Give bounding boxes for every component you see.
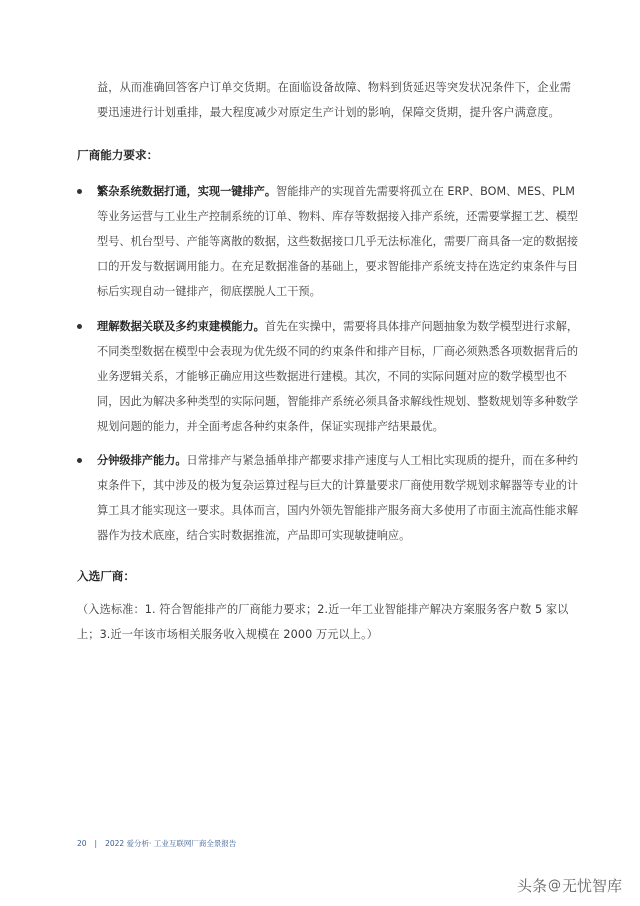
requirements-heading: 厂商能力要求： xyxy=(77,148,159,162)
bullet-item xyxy=(77,448,583,548)
bullet-body: 日常排产与紧急插单排产都要求排产速度与人工相比实现质的提升，而在多种约束条件下，其中涉及的极为复杂运算过程与巨大的计算量要求厂商使用数学规划求解器等专业的计算工具才能实现这一要求。具体而言，国内外领先智能排产服务商大多使用了市面主流高性能求解器作为技术底座，结合实时数据推流，产品即可实现敏捷响应。 xyxy=(97,454,579,542)
bullet-text xyxy=(97,314,583,439)
bullet-lead: 理解数据关联及多约束建模能力。 xyxy=(97,320,265,333)
page-number: 20 xyxy=(77,839,87,848)
bullet-dot-icon xyxy=(77,189,82,194)
bullet-text xyxy=(97,448,583,548)
watermark xyxy=(517,875,622,896)
footer-separator: | xyxy=(94,839,98,848)
bullet-body: 智能排产的实现首先需要将孤立在 ERP、BOM、MES、PLM 等业务运营与工业生产控制系统的订单、物料、库存等数据接入排产系统，还需要掌握工艺、模型型号、机台型号、产能等离散的数据，这些数据接口几乎无法标准化，需要厂商具备一定的数据接口的开发与数据调用能力。在充足数据准备的基础上，要求智能排产系统支持在选定约束条件与目标后实现自动一键排产，彻底摆脱人工干预。 xyxy=(97,185,579,298)
bullet-body: 首先在实操中，需要将具体排产问题抽象为数学模型进行求解，不同类型数据在模型中会表现为优先级不同的约束条件和排产目标，厂商必须熟悉各项数据背后的业务逻辑关系，才能够正确应用这些数据进行建模。其次，不同的实际问题对应的数学模型也不同，因此为解决多种类型的实际问题，智能排产系统必须具备求解线性规划、整数规划等多种数学规划问题的能力，并全面考虑各种约束条件，保证实现排产结果最优。 xyxy=(97,320,579,433)
page-footer xyxy=(77,838,236,849)
watermark-prefix: 头条 xyxy=(516,877,547,895)
report-title: 2022 爱分析· 工业互联网厂商全景报告 xyxy=(105,839,237,848)
bullet-item xyxy=(77,314,583,439)
bullet-item xyxy=(77,179,583,304)
bullet-text xyxy=(97,179,583,304)
selection-criteria: （入选标准：1. 符合智能排产的厂商能力要求；2.近一年工业智能排产解决方案服务客户数 5 家以上；3.近一年该市场相关服务收入规模在 2000 万元以上。） xyxy=(77,603,569,641)
continuation-paragraph: 益，从而准确回答客户订单交货期。在面临设备故障、物料到货延迟等突发状况条件下，企业需要迅速进行计划重排，最大程度减少对原定生产计划的影响，保障交货期，提升客户满意度。 xyxy=(97,81,572,119)
watermark-at: @ xyxy=(547,878,561,893)
watermark-name: 无忧智库 xyxy=(561,877,622,895)
bullet-lead: 分钟级排产能力。 xyxy=(97,454,187,467)
bullet-dot-icon xyxy=(77,458,82,463)
bullet-dot-icon xyxy=(77,324,82,329)
bullet-lead: 繁杂系统数据打通，实现一键排产。 xyxy=(97,185,277,198)
selected-vendors-heading: 入选厂商： xyxy=(77,569,135,583)
